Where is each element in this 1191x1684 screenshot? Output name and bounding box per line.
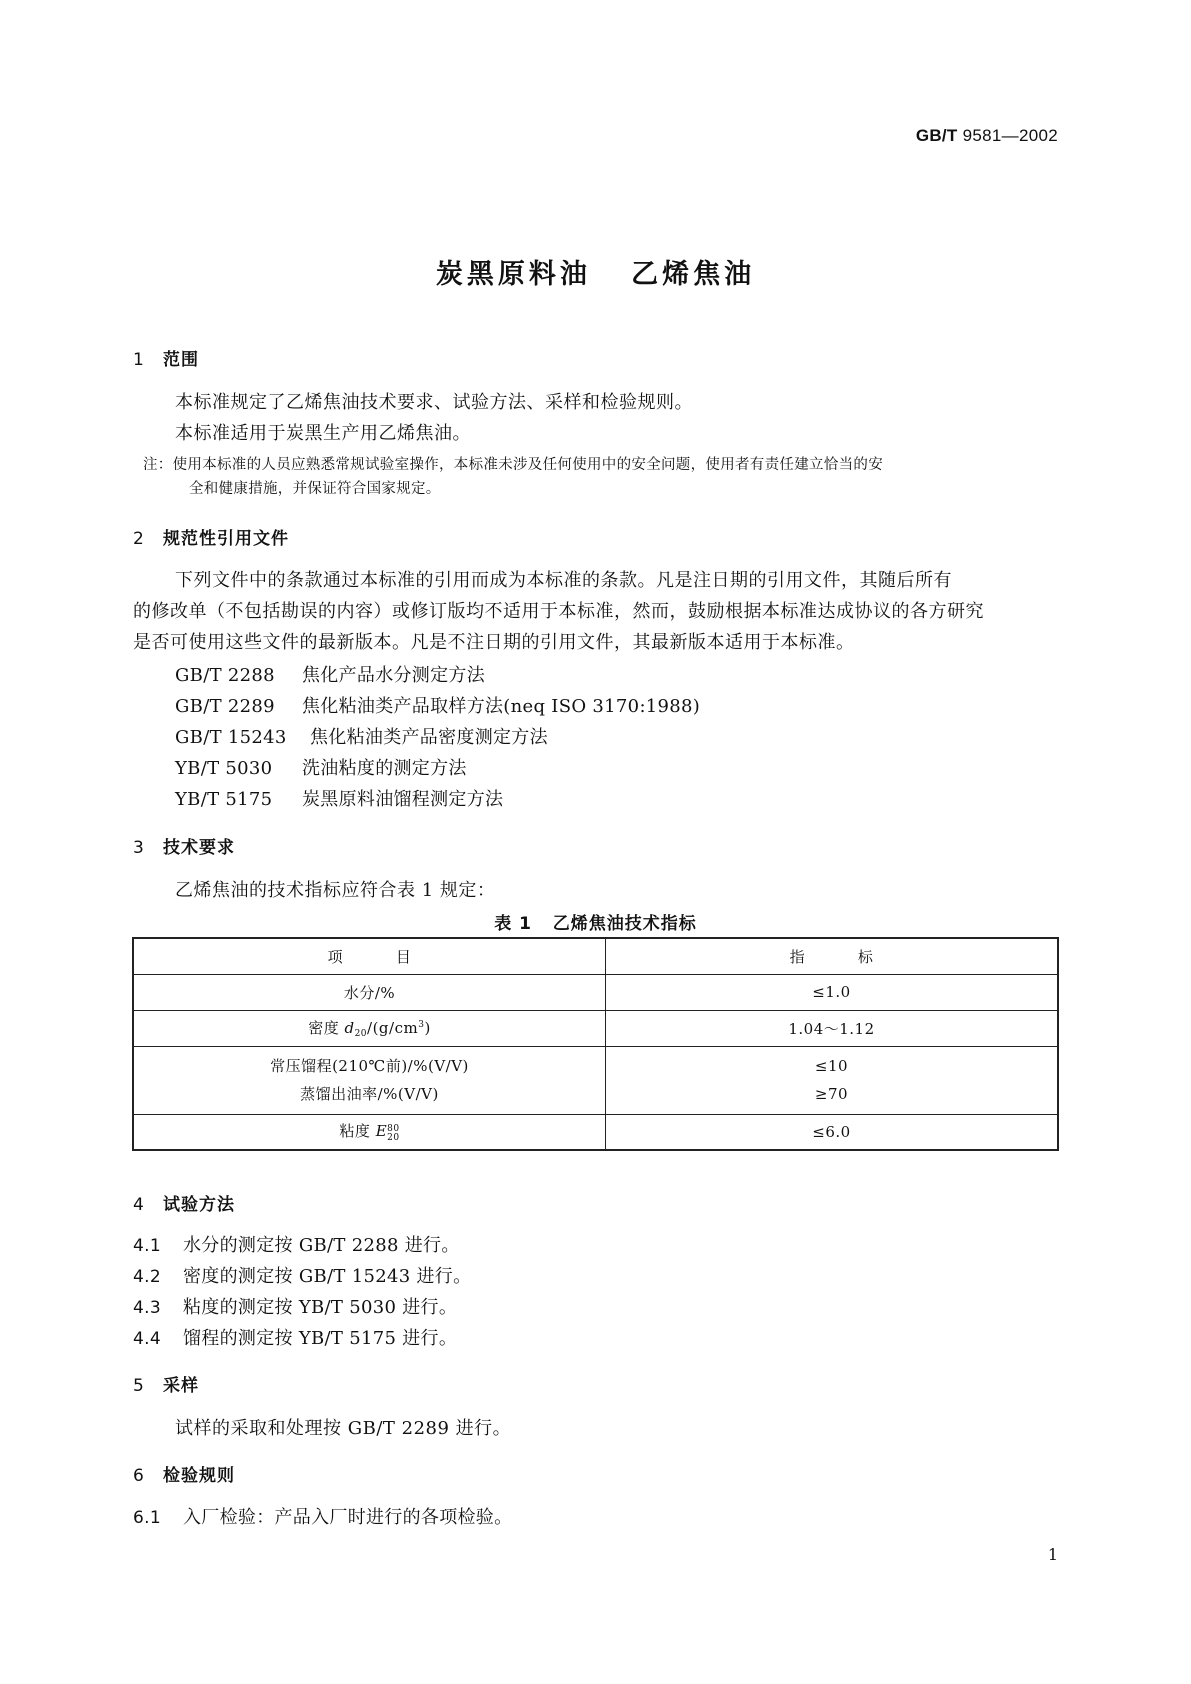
table-row [133, 1114, 1058, 1150]
item-line: 常压馏程(210℃前)/%(V/V) [270, 1057, 469, 1075]
item-cell [133, 1010, 606, 1046]
viscosity-superscript: 80 [387, 1124, 400, 1135]
references-paragraph-line-1: 下列文件中的条款通过本标准的引用而成为本标准的条款。凡是注日期的引用文件，其随后所有 [175, 570, 952, 591]
reference-code: GB/T 15243 [175, 727, 287, 748]
section-6-heading [133, 1461, 235, 1486]
standard-prefix: GB/T [915, 126, 958, 145]
value-cell [606, 1046, 1059, 1114]
clause-number: 4.2 [133, 1267, 161, 1287]
clause-text: 馏程的测定按 YB/T 5175 进行。 [183, 1328, 458, 1349]
section-title: 采样 [163, 1376, 199, 1396]
item-cell: 水分/% [133, 974, 606, 1010]
sampling-paragraph: 试样的采取和处理按 GB/T 2289 进行。 [175, 1418, 512, 1439]
item-unit: /(g/cm [367, 1019, 419, 1037]
section-5-heading [133, 1371, 199, 1396]
column-header-index: 指 标 [606, 938, 1059, 974]
scope-paragraph-1: 本标准规定了乙烯焦油技术要求、试验方法、采样和检验规则。 [175, 392, 693, 413]
clause-item [133, 1231, 460, 1257]
viscosity-indices [387, 1125, 399, 1143]
clause-text: 入厂检验：产品入厂时进行的各项检验。 [183, 1507, 513, 1528]
item-label: 粘度 [339, 1122, 376, 1141]
reference-code: YB/T 5030 [175, 758, 273, 779]
reference-code: GB/T 2288 [175, 665, 275, 686]
reference-title: 焦化粘油类产品密度测定方法 [310, 727, 548, 748]
note-line-1: 注：使用本标准的人员应熟悉常规试验室操作，本标准未涉及任何使用中的安全问题，使用者有责任建立恰当的安 [143, 457, 883, 473]
item-line: 蒸馏出油率/%(V/V) [300, 1085, 439, 1103]
standard-number: 9581—2002 [957, 126, 1058, 145]
table-row [133, 1010, 1058, 1046]
page-number: 1 [1047, 1545, 1058, 1564]
section-title: 范围 [163, 350, 199, 370]
reference-code: YB/T 5175 [175, 789, 273, 810]
column-header-item: 项 目 [133, 938, 606, 974]
note-line-2: 全和健康措施，并保证符合国家规定。 [189, 481, 441, 497]
item-label: 密度 [308, 1019, 345, 1037]
section-3-heading [133, 833, 235, 858]
section-number: 1 [133, 350, 145, 370]
section-title: 试验方法 [163, 1195, 235, 1215]
reference-item [175, 692, 700, 718]
section-number: 4 [133, 1195, 145, 1215]
reference-title: 焦化产品水分测定方法 [302, 665, 485, 686]
reference-item [175, 754, 467, 780]
section-number: 2 [133, 529, 145, 549]
clause-text: 粘度的测定按 YB/T 5030 进行。 [183, 1297, 458, 1318]
clause-item [133, 1503, 512, 1529]
scope-paragraph-2: 本标准适用于炭黑生产用乙烯焦油。 [175, 423, 471, 444]
section-1-heading [133, 345, 199, 370]
clause-text: 密度的测定按 GB/T 15243 进行。 [183, 1266, 472, 1287]
section-4-heading [133, 1190, 235, 1215]
density-subscript: 20 [354, 1029, 368, 1039]
clause-number: 4.4 [133, 1329, 161, 1349]
clause-number: 4.3 [133, 1298, 161, 1318]
clause-text: 水分的测定按 GB/T 2288 进行。 [183, 1235, 460, 1256]
value-cell: ≤1.0 [606, 974, 1059, 1010]
value-cell: 1.04～1.12 [606, 1010, 1059, 1046]
density-symbol: d [344, 1019, 355, 1037]
item-cell [133, 1046, 606, 1114]
table-header-row [133, 938, 1058, 974]
references-paragraph-line-2: 的修改单（不包括勘误的内容）或修订版均不适用于本标准，然而，鼓励根据本标准达成协议的各方研究 [133, 601, 984, 622]
section-number: 3 [133, 838, 145, 858]
section-title: 技术要求 [163, 838, 235, 858]
table-row [133, 1046, 1058, 1114]
references-paragraph-line-3: 是否可使用这些文件的最新版本。凡是不注日期的引用文件，其最新版本适用于本标准。 [133, 632, 855, 653]
reference-item [175, 785, 503, 811]
value-cell: ≤6.0 [606, 1114, 1059, 1150]
reference-item [175, 723, 548, 749]
reference-title: 洗油粘度的测定方法 [302, 758, 467, 779]
table-caption: 表 1 乙烯焦油技术指标 [494, 914, 697, 934]
clause-number: 4.1 [133, 1236, 161, 1256]
section-number: 5 [133, 1376, 145, 1396]
viscosity-subscript: 20 [387, 1133, 400, 1144]
requirements-paragraph: 乙烯焦油的技术指标应符合表 1 规定： [175, 880, 496, 901]
standard-code [916, 126, 1058, 146]
table-row [133, 974, 1058, 1010]
reference-title: 焦化粘油类产品取样方法(neq ISO 3170:1988) [302, 696, 701, 717]
section-title: 检验规则 [163, 1466, 235, 1486]
clause-item [133, 1293, 457, 1319]
clause-number: 6.1 [133, 1508, 161, 1528]
viscosity-symbol: E [375, 1122, 388, 1141]
unit-superscript: 3 [418, 1020, 425, 1030]
document-title: 炭黑原料油 乙烯焦油 [435, 259, 756, 290]
clause-item [133, 1324, 457, 1350]
section-number: 6 [133, 1466, 145, 1486]
reference-item [175, 661, 485, 687]
scope-note [143, 453, 1058, 501]
reference-code: GB/T 2289 [175, 696, 275, 717]
item-cell [133, 1114, 606, 1150]
unit-close: ) [424, 1019, 431, 1037]
value-line: ≤10 [814, 1057, 849, 1075]
section-title: 规范性引用文件 [163, 529, 289, 549]
reference-title: 炭黑原料油馏程测定方法 [302, 789, 504, 810]
value-line: ≥70 [814, 1085, 849, 1103]
section-2-heading [133, 524, 289, 549]
clause-item [133, 1262, 471, 1288]
spec-table [132, 937, 1059, 1151]
